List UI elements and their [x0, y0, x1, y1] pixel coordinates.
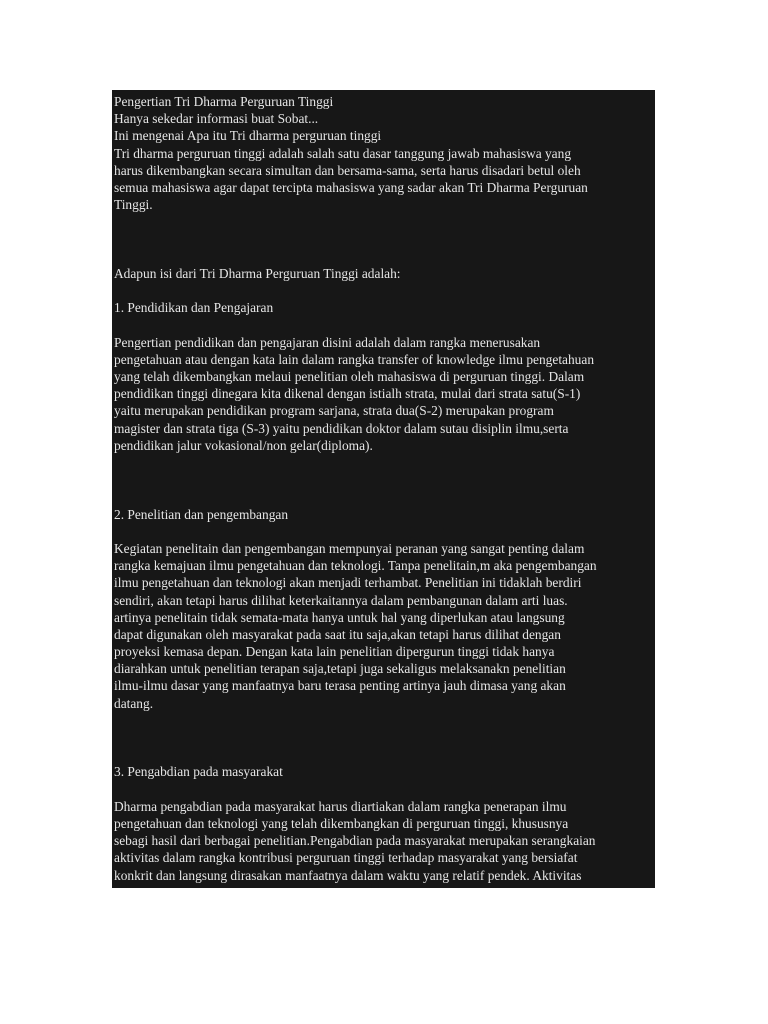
paragraph-line: rangka kemajuan ilmu pengetahuan dan teknologi. Tanpa penelitain,m aka pengembangan — [114, 558, 597, 574]
paragraph-line: Kegiatan penelitain dan pengembangan mempunyai peranan yang sangat penting dalam — [114, 540, 585, 556]
document-body — [114, 93, 655, 884]
spacer — [114, 781, 655, 798]
intro-block — [114, 93, 655, 213]
paragraph-line: diarahkan untuk penelitian terapan saja,tetapi juga sekaligus melaksanakn penelitian — [114, 661, 566, 677]
spacer — [114, 213, 655, 265]
paragraph-line: proyeksi kemasa depan. Dengan kata lain penelitian dipergurun tinggi tidak hanya — [114, 644, 555, 660]
spacer — [114, 316, 655, 333]
intro-line: Ini mengenai Apa itu Tri dharma perguruan tinggi — [114, 128, 382, 144]
section-heading-pendidikan: 1. Pendidikan dan Pengajaran — [114, 300, 274, 316]
section-body-pengabdian — [114, 798, 655, 884]
section-body-pendidikan — [114, 334, 655, 454]
intro-line: Tinggi. — [114, 197, 153, 213]
paragraph-line: pendidikan jalur vokasional/non gelar(diploma). — [114, 437, 373, 453]
lead-line: Adapun isi dari Tri Dharma Perguruan Tinggi adalah: — [114, 265, 401, 281]
paragraph-line: ilmu-ilmu dasar yang manfaatnya baru terasa penting artinya jauh dimasa yang akan — [114, 678, 566, 694]
paragraph-line: Pengertian pendidikan dan pengajaran disini adalah dalam rangka menerusakan — [114, 334, 541, 350]
paragraph-line: dapat digunakan oleh masyarakat pada saat itu saja,akan tetapi harus dilihat dengan — [114, 626, 561, 642]
paragraph-line: sebagi hasil dari berbagai penelitian.Pengabdian pada masyarakat merupakan serangkaian — [114, 833, 596, 849]
paragraph-line: yaitu merupakan pendidikan program sarjana, strata dua(S-2) merupakan program — [114, 403, 554, 419]
intro-line: harus dikembangkan secara simultan dan bersama-sama, serta harus disadari betul oleh — [114, 162, 581, 178]
spacer — [114, 282, 655, 299]
doc-title: Pengertian Tri Dharma Perguruan Tinggi — [114, 94, 334, 109]
paragraph-line: yang telah dikembangkan melaui penelitian oleh mahasiswa di perguruan tinggi. Dalam — [114, 369, 585, 385]
paragraph-line: konkrit dan langsung dirasakan manfaatnya dalam waktu yang relatif pendek. Aktivitas — [114, 867, 582, 883]
section-heading-pengabdian: 3. Pengabdian pada masyarakat — [114, 764, 283, 780]
intro-line: semua mahasiswa agar dapat tercipta mahasiswa yang sadar akan Tri Dharma Perguruan — [114, 179, 588, 195]
spacer — [114, 454, 655, 506]
paragraph-line: Dharma pengabdian pada masyarakat harus diartiakan dalam rangka penerapan ilmu — [114, 798, 567, 814]
paragraph-line: pengetahuan dan teknologi yang telah dikembangkan di perguruan tinggi, khususnya — [114, 815, 569, 831]
paragraph-line: ilmu pengetahuan dan teknologi akan menjadi terhambat. Penelitian ini tidaklah berdiri — [114, 575, 582, 591]
document-page — [112, 90, 655, 888]
paragraph-line: pengetahuan atau dengan kata lain dalam rangka transfer of knowledge ilmu pengetahuan — [114, 351, 595, 367]
paragraph-line: artinya penelitain tidak semata-mata hanya untuk hal yang diperlukan atau langsung — [114, 609, 565, 625]
paragraph-line: magister dan strata tiga (S-3) yaitu pendidikan doktor dalam sutau disiplin ilmu,serta — [114, 420, 569, 436]
paragraph-line: aktivitas dalam rangka kontribusi perguruan tinggi terhadap masyarakat yang bersiafat — [114, 850, 578, 866]
section-body-penelitian — [114, 540, 655, 712]
spacer — [114, 523, 655, 540]
intro-line: Tri dharma perguruan tinggi adalah salah satu dasar tanggung jawab mahasiswa yang — [114, 145, 572, 161]
paragraph-line: datang. — [114, 695, 154, 711]
paragraph-line: sendiri, akan tetapi harus dilihat keterkaitannya dalam pembangunan dalam arti luas. — [114, 592, 568, 608]
section-heading-penelitian: 2. Penelitian dan pengembangan — [114, 506, 289, 522]
spacer — [114, 712, 655, 764]
paragraph-line: pendidikan tinggi dinegara kita dikenal dengan istialh strata, mulai dari strata satu(S-1) — [114, 386, 581, 402]
intro-line: Hanya sekedar informasi buat Sobat... — [114, 111, 319, 127]
